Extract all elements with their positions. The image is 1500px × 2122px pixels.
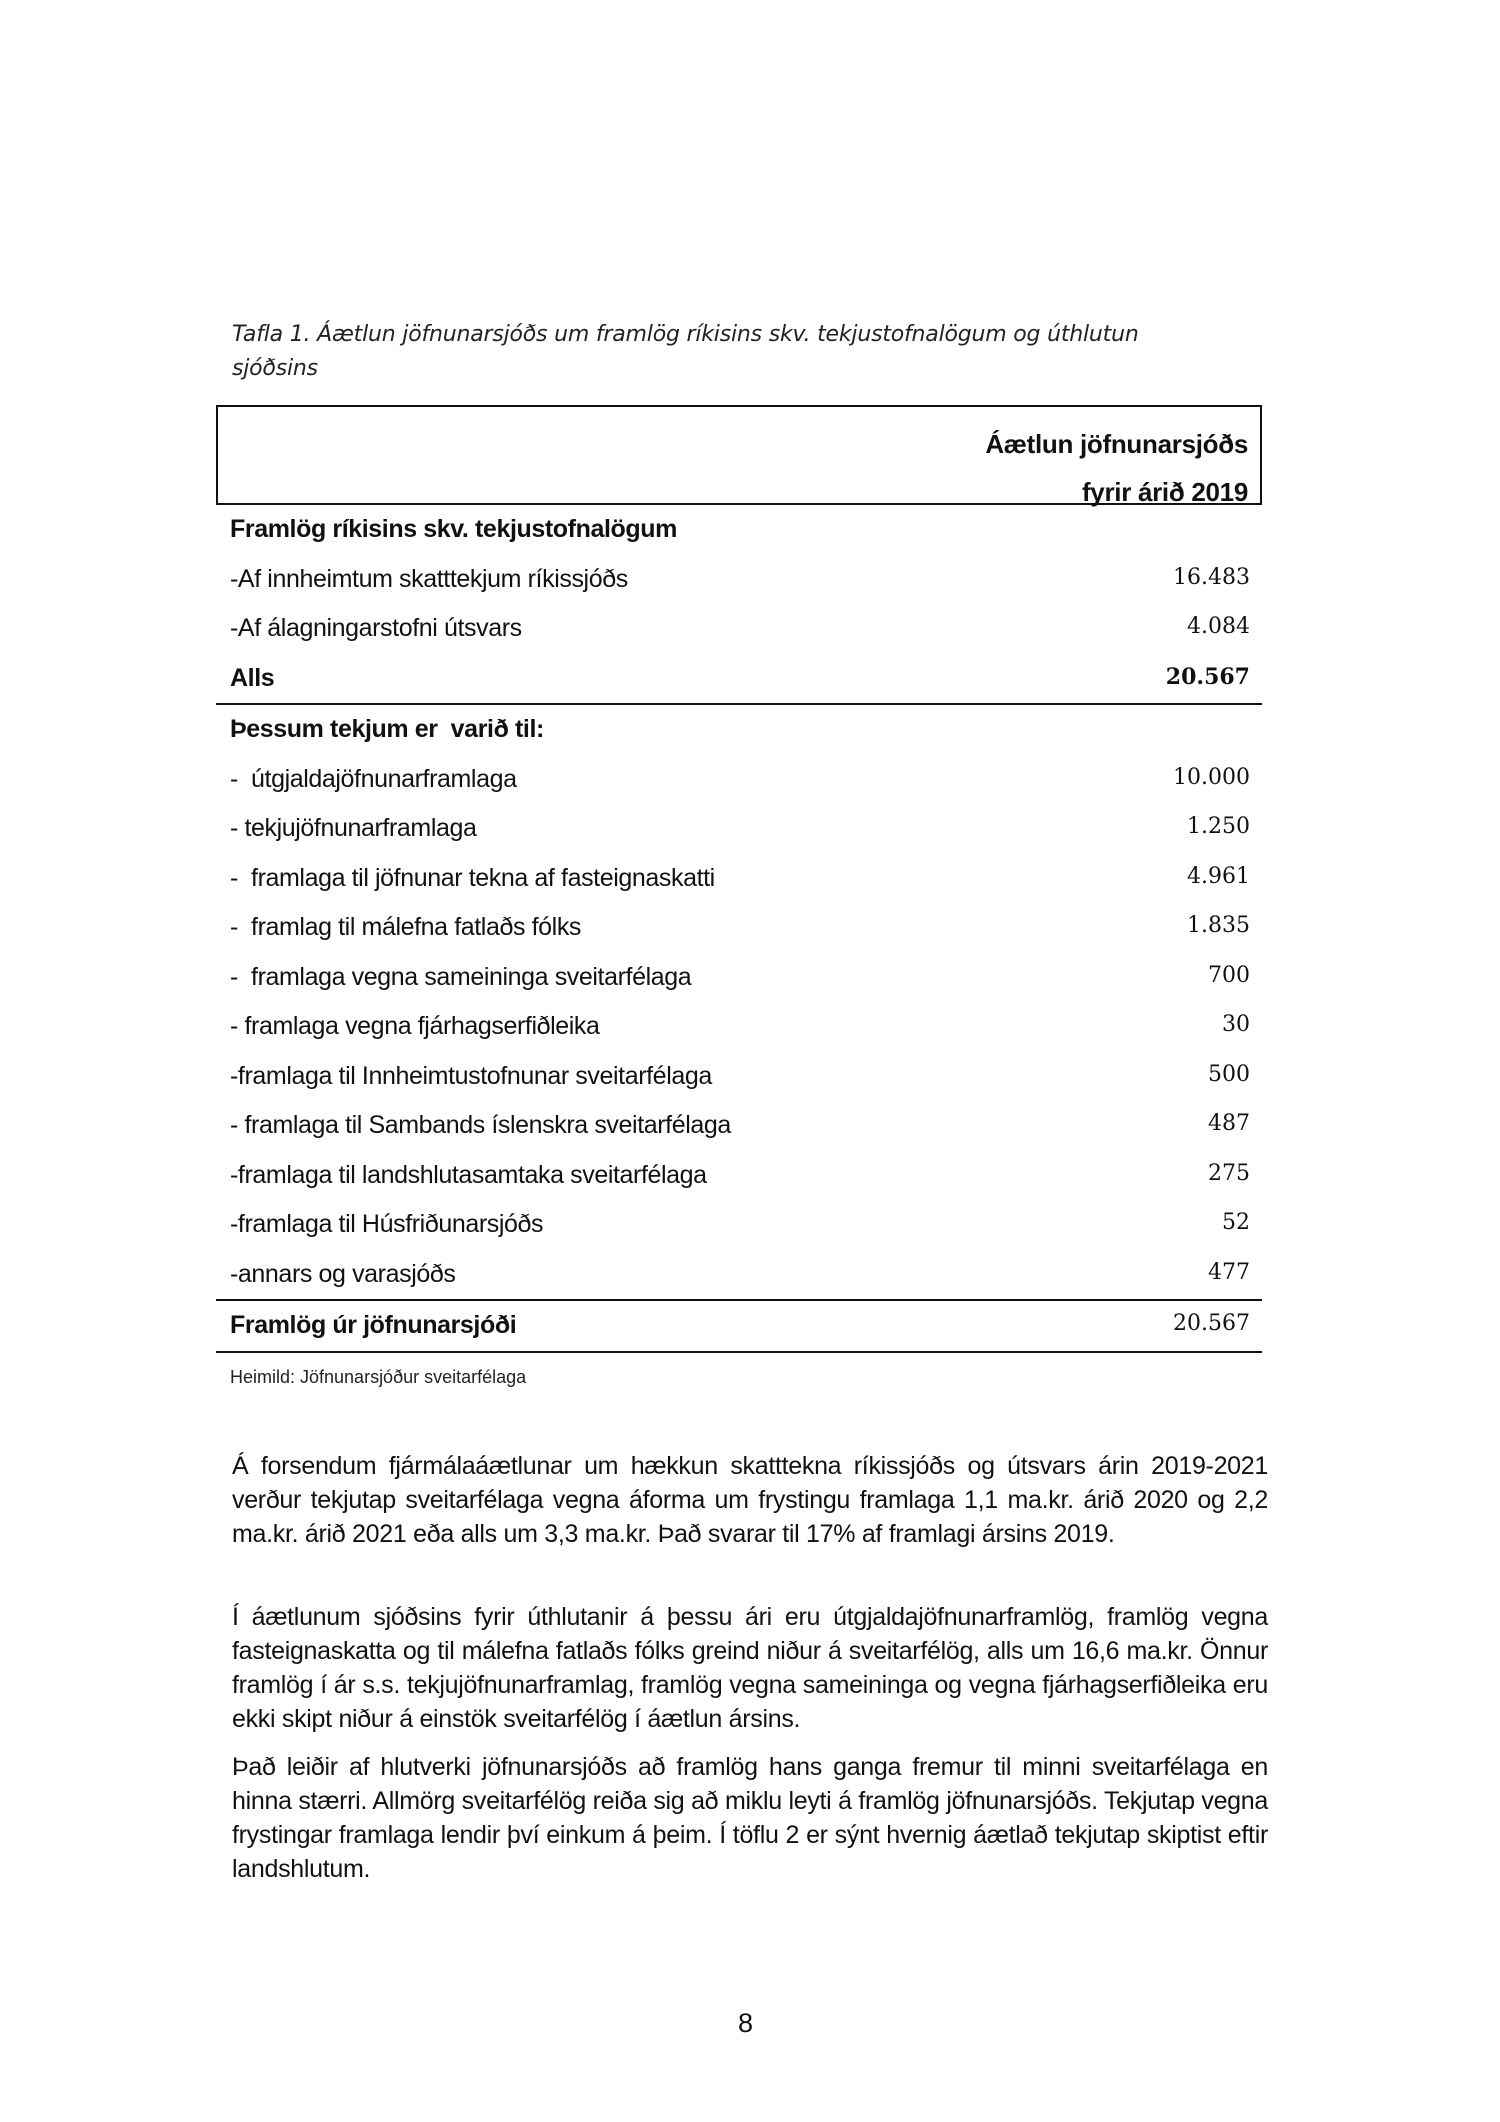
table-row xyxy=(216,953,1262,1003)
table-row-total xyxy=(216,654,1262,706)
row-label: - framlaga til Sambands íslenskra sveitarfélaga xyxy=(230,1111,731,1139)
row-label: -framlaga til landshlutasamtaka sveitarfélaga xyxy=(230,1160,707,1189)
row-label: Alls xyxy=(230,663,275,692)
row-label: Framlög ríkisins skv. tekjustofnalögum xyxy=(230,515,677,543)
row-value: 10.000 xyxy=(1173,764,1250,790)
table-row xyxy=(216,1002,1262,1052)
table-row-grand-total xyxy=(216,1301,1262,1353)
table-header xyxy=(216,405,1262,505)
table-row xyxy=(216,854,1262,904)
row-label: -annars og varasjóðs xyxy=(230,1259,456,1288)
header-title: Áætlun jöfnunarsjóðs xyxy=(985,429,1248,459)
row-value: 52 xyxy=(1222,1210,1250,1235)
row-value: 500 xyxy=(1208,1061,1250,1087)
row-label: - framlaga vegna fjárhagserfiðleika xyxy=(230,1012,600,1040)
table-row xyxy=(216,1250,1262,1302)
table-row-section-heading xyxy=(216,505,1262,555)
table-row xyxy=(216,804,1262,854)
allocation-table xyxy=(216,405,1262,1388)
table-caption: Tafla 1. Áætlun jöfnunarsjóðs um framlög ríkisins skv. tekjustofnalögum og úthlutun sjóðsins xyxy=(232,322,1139,381)
row-value: 20.567 xyxy=(1165,663,1250,690)
row-label: - tekjujöfnunarframlaga xyxy=(230,814,477,842)
row-label: Framlög úr jöfnunarsjóði xyxy=(230,1311,517,1339)
row-label: - útgjaldajöfnunarframlaga xyxy=(230,764,517,793)
header-year: fyrir árið 2019 xyxy=(1081,477,1248,507)
row-label: -framlaga til Húsfriðunarsjóðs xyxy=(230,1210,544,1238)
row-value: 1.250 xyxy=(1187,814,1250,839)
row-label: - framlaga vegna sameininga sveitarfélaga xyxy=(230,962,692,991)
row-value: 700 xyxy=(1208,962,1250,988)
table-row xyxy=(216,1052,1262,1102)
row-value: 16.483 xyxy=(1173,564,1250,590)
row-value: 4.961 xyxy=(1187,863,1250,889)
body-paragraph: Það leiðir af hlutverki jöfnunarsjóðs að framlög hans ganga fremur til minni sveitarfélaga en hinna stærri. Allmörg sveitarfélög reiða sig að miklu leyti á framlög jöfnunarsjóðs. Tekjutap vegna frystingar framlaga lendir því einkum á þeim. Í töflu 2 er sýnt hvernig áætlað tekjutap skiptist eftir landshlutum. xyxy=(232,1753,1268,1883)
table-row xyxy=(216,1151,1262,1201)
row-label: - framlaga til jöfnunar tekna af fasteignaskatti xyxy=(230,863,715,892)
table-row xyxy=(216,1200,1262,1250)
page-number: 8 xyxy=(738,2008,754,2038)
row-value: 20.567 xyxy=(1173,1311,1250,1336)
row-value: 1.835 xyxy=(1187,913,1250,938)
body-paragraph: Í áætlunum sjóðsins fyrir úthlutanir á þessu ári eru útgjaldajöfnunarframlög, framlög vegna fasteignaskatta og til málefna fatlaðs fólks greind niður á sveitarfélög, alls um 16,6 ma.kr. Önnur framlög í ár s.s. tekjujöfnunarframlag, framlög vegna sameininga og vegna fjárhagserfiðleika eru ekki skipt niður á einstök sveitarfélög í áætlun ársins. xyxy=(232,1603,1268,1733)
row-value: 477 xyxy=(1208,1259,1250,1285)
row-label: -Af álagningarstofni útsvars xyxy=(230,614,522,642)
row-label: -framlaga til Innheimtustofnunar sveitarfélaga xyxy=(230,1061,712,1090)
row-value: 4.084 xyxy=(1187,614,1250,639)
row-value: 487 xyxy=(1208,1111,1250,1136)
table-row xyxy=(216,903,1262,953)
table-row xyxy=(216,555,1262,605)
row-value: 275 xyxy=(1208,1160,1250,1186)
body-paragraph: Á forsendum fjármálaáætlunar um hækkun skatttekna ríkissjóðs og útsvars árin 2019-2021 verður tekjutap sveitarfélaga vegna áforma um frystingu framlaga 1,1 ma.kr. árið 2020 og 2,2 ma.kr. árið 2021 eða alls um 3,3 ma.kr. Það svarar til 17% af framlagi ársins 2019. xyxy=(232,1452,1268,1548)
table-row xyxy=(216,1101,1262,1151)
row-label: - framlag til málefna fatlaðs fólks xyxy=(230,913,582,941)
row-value: 30 xyxy=(1222,1012,1250,1037)
table-row-section-heading xyxy=(216,705,1262,755)
table-source: Heimild: Jöfnunarsjóður sveitarfélaga xyxy=(230,1366,527,1387)
table-row xyxy=(216,604,1262,654)
row-label: Þessum tekjum er varið til: xyxy=(230,715,544,743)
row-label: -Af innheimtum skatttekjum ríkissjóðs xyxy=(230,564,628,593)
table-row xyxy=(216,755,1262,805)
